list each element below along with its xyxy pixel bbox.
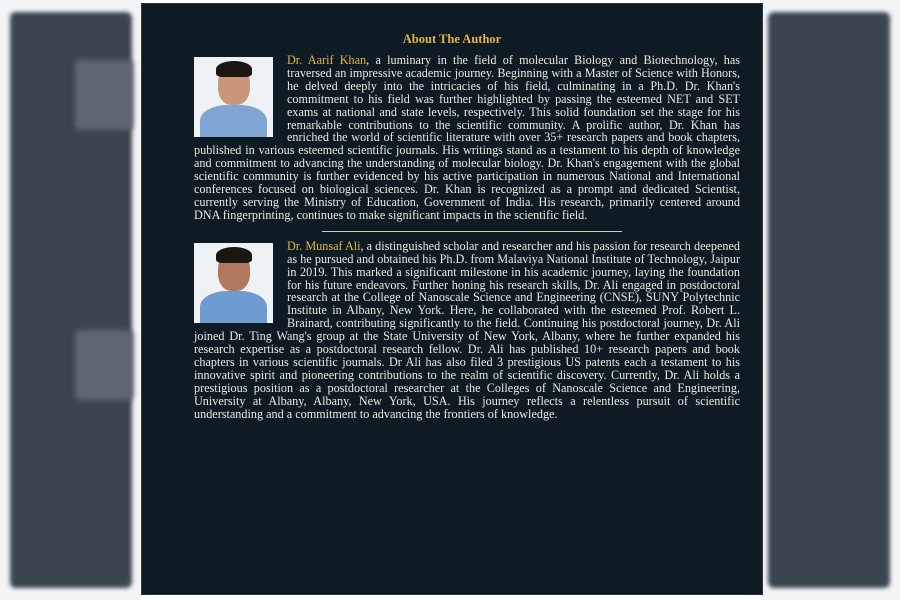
blurred-background-right bbox=[760, 0, 900, 600]
section-divider bbox=[322, 231, 622, 232]
page-title: About The Author bbox=[402, 32, 502, 46]
author-name-khan: Dr. Aarif Khan bbox=[287, 53, 367, 67]
author-bio-text-khan: , a luminary in the field of molecular Biology and Biotechnology, has traversed an impressive academic journey. Beginning with a Master of Science with Honors, he delved deeply into the intricacies of his field, culminating in a Ph.D. Dr. Khan's commitment to his field was further highlighted by passing the esteemed NET and SET exams at national and state levels, respectively. This solid foundation set the stage for his remarkable contributions to the scientific community. A prolific author, Dr. Khan has enriched the world of scientific literature with over 35+ research papers and book chapters, published in various esteemed scientific journals. His writings stand as a testament to his depth of knowledge and commitment to advancing the understanding of molecular biology. Dr. Khan's engagement with the global scientific community is further evidenced by his active participation in numerous National and International conferences focused on biological sciences. Dr. Khan is recognized as a prompt and dedicated Scientist, currently serving the Ministry of Education, Government of India. His research, primarily centered around DNA fingerprinting, continues to make significant impacts in the scientific field. bbox=[194, 53, 740, 222]
author-bio-ali bbox=[194, 240, 740, 421]
about-author-page bbox=[142, 4, 762, 594]
author-photo-khan bbox=[194, 57, 273, 137]
author-name-ali: Dr. Munsaf Ali bbox=[287, 238, 361, 253]
author-bio-khan bbox=[194, 54, 740, 222]
author-bio-text-ali: , a distinguished scholar and researcher and his passion for research deepened as he pursued and obtained his Ph.D. from Malaviya National Institute of Technology, Jaipur in 2019. This marked a significant milestone in his academic journey, laying the foundation for his future endeavors. Further honing his research skills, Dr. Ali engaged in postdoctoral research at the College of Nanoscale Science and Engineering (CNSE), SUNY Polytechnic Institute in Albany, New York. Here, he collaborated with the esteemed Prof. Robert L. Brainard, contributing significantly to the field. Continuing his postdoctoral journey, Dr. Ali joined Dr. Ting Wang's group at the State University of New York, Albany, where he further expanded his research expertise as a postdoctoral research fellow. Dr. Ali has published 10+ research papers and book chapters in various scientific journals. Dr Ali has also filed 3 prestigious US patents each a testament to his innovative spirit and pioneering contributions to the realm of scientific discovery. Currently, Dr. Ali holds a prestigious position as a postdoctoral researcher at the Colleges of Nanoscale Science and Engineering, University at Albany, Albany, New York, USA. His journey reflects a relentless pursuit of scientific understanding and a commitment to advancing the frontiers of knowledge. bbox=[194, 238, 740, 421]
blurred-background-left bbox=[0, 0, 140, 600]
author-photo-ali bbox=[194, 243, 273, 323]
